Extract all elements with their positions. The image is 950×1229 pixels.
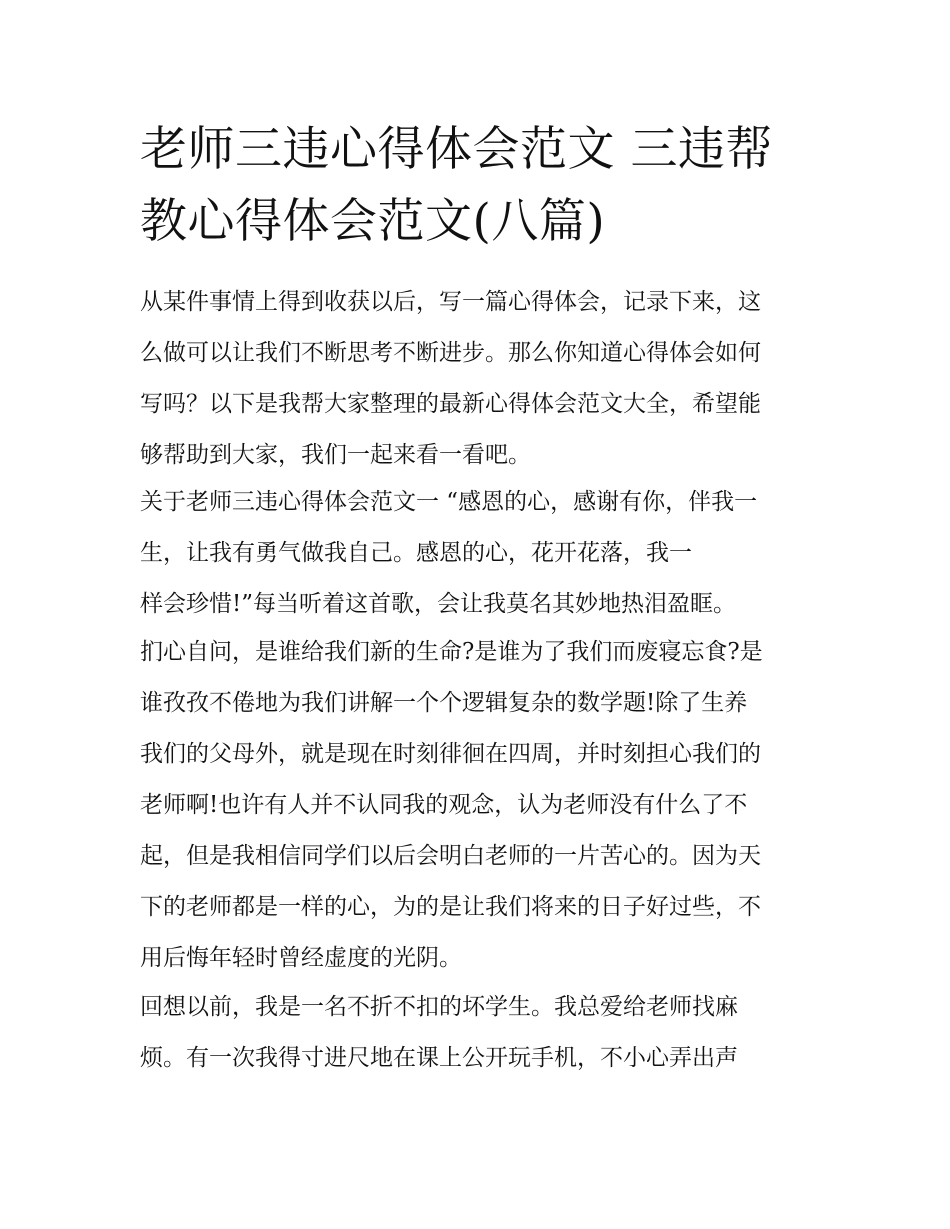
text-line: 关于老师三违心得体会范文一 “感恩的心，感谢有你，伴我一 — [140, 489, 758, 515]
text-line: 下的老师都是一样的心，为的是让我们将来的日子好过些，不 — [140, 894, 761, 920]
text-line: 我们的父母外，就是现在时刻徘徊在四周，并时刻担心我们的 — [140, 741, 761, 767]
text-line: 够帮助到大家，我们一起来看一看吧。 — [140, 442, 531, 468]
text-line: 写吗？以下是我帮大家整理的最新心得体会范文大全，希望能 — [140, 391, 761, 417]
essay-reflection-paragraph — [140, 627, 812, 984]
title-line: 教心得体会范文(八篇) — [140, 194, 606, 249]
title-line: 老师三违心得体会范文 三违帮 — [140, 122, 773, 177]
document-title — [140, 114, 820, 258]
intro-paragraph — [140, 277, 812, 481]
text-line: 老师啊!也许有人并不认同我的观念，认为老师没有什么了不 — [140, 792, 748, 818]
text-line: 谁孜孜不倦地为我们讲解一个个逻辑复杂的数学题!除了生养 — [140, 690, 748, 716]
text-line: 用后悔年轻时曾经虚度的光阴。 — [140, 945, 462, 971]
text-line: 样会珍惜!”每当听着这首歌，会让我莫名其妙地热泪盈眶。 — [140, 591, 737, 617]
text-line: 扪心自问，是谁给我们新的生命?是谁为了我们而废寝忘食?是 — [140, 639, 763, 665]
text-line: 烦。有一次我得寸进尺地在课上公开玩手机，不小心弄出声 — [140, 1045, 738, 1071]
text-line: 从某件事情上得到收获以后，写一篇心得体会，记录下来，这 — [140, 289, 761, 315]
text-line: 回想以前，我是一名不折不扣的坏学生。我总爱给老师找麻 — [140, 994, 738, 1020]
text-line: 生，让我有勇气做我自己。感恩的心，花开花落，我一 — [140, 540, 692, 566]
essay-one-opening-paragraph — [140, 477, 812, 630]
text-line: 起，但是我相信同学们以后会明白老师的一片苦心的。因为天 — [140, 843, 761, 869]
essay-memory-paragraph — [140, 982, 812, 1084]
text-line: 么做可以让我们不断思考不断进步。那么你知道心得体会如何 — [140, 340, 761, 366]
